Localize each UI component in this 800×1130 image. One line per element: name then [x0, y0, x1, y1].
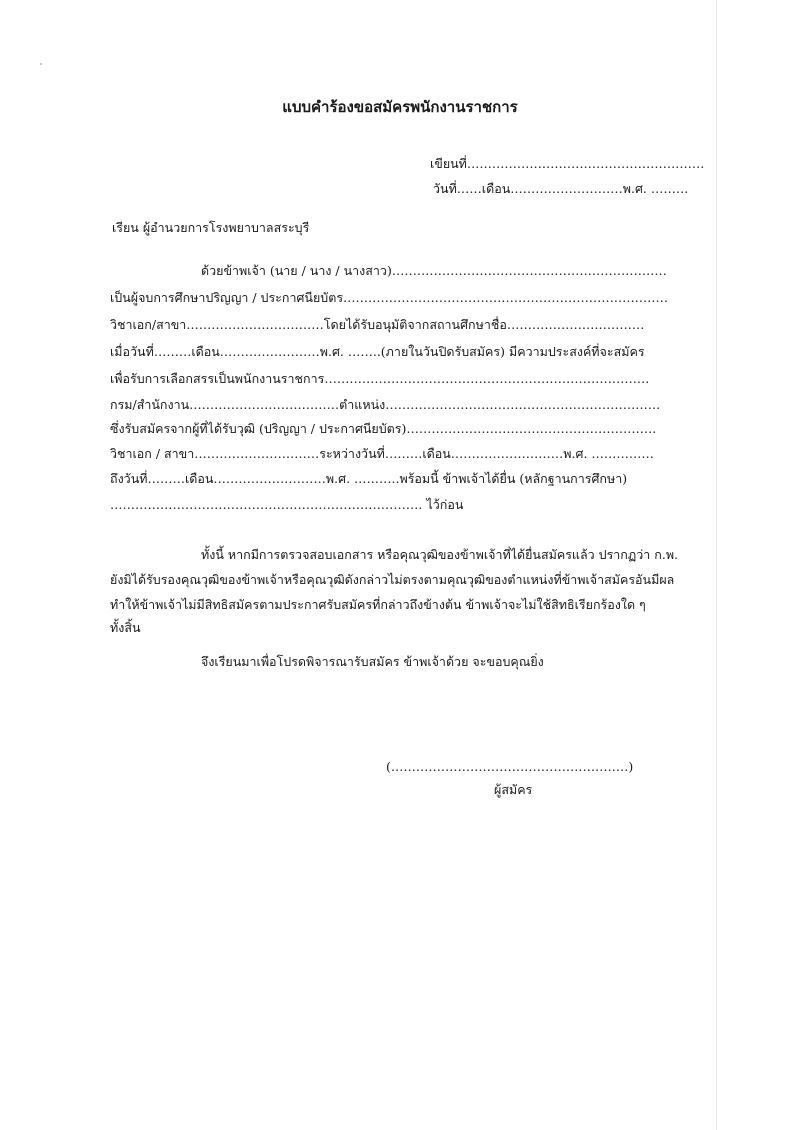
- body-line-department: กรม/สำนักงาน………………………………ตำแหน่ง…………………………………………………………: [110, 397, 661, 412]
- salutation: เรียน ผู้อำนวยการโรงพยาบาลสระบุรี: [112, 220, 310, 235]
- body-line-selection: เพื่อรับการเลือกสรรเป็นพนักงานราชการ……………………………………………………………………: [110, 371, 650, 386]
- paragraph2-line-3: ทำให้ข้าพเจ้าไม่มีสิทธิสมัครตามประกาศรับสมัครที่กล่าวถึงข้างต้น ข้าพเจ้าจะไม่ใช้สิทธิเรียกร้องใด ๆ: [110, 597, 646, 612]
- date-field: วันที่……เดือน………………………พ.ศ. ………: [433, 181, 689, 196]
- body-line-major: วิชาเอก/สาขา……………………………โดยได้รับอนุมัติจากสถานศึกษาชื่อ……………………………: [110, 317, 645, 332]
- closing-line: จึงเรียนมาเพื่อโปรดพิจารณารับสมัคร ข้าพเจ้าด้วย จะขอบคุณยิ่ง: [201, 654, 544, 669]
- body-line-degree: เป็นผู้จบการศึกษาปริญญา / ประกาศนียบัตร……………………………………………………………………: [110, 290, 669, 305]
- paragraph2-line-2: ยังมิได้รับรองคุณวุฒิของข้าพเจ้าหรือคุณวุฒิดังกล่าวไม่ตรงตามคุณวุฒิของตำแหน่งที่ข้าพเจ้าสมัครอันมีผล: [110, 572, 675, 587]
- paragraph2-line-4: ทั้งสิ้น: [110, 620, 141, 635]
- body-line-date: เมื่อวันที่………เดือน……………………พ.ศ. ……..(ภายในวันปิดรับสมัคร) มีความประสงค์ที่จะสมัคร: [110, 344, 645, 359]
- scan-edge-line: [716, 0, 717, 1130]
- body-line-name: ด้วยข้าพเจ้า (นาย / นาง / นางสาว)…………………………………………………………: [201, 263, 667, 278]
- scan-speck: [40, 63, 42, 65]
- body-line-qualification: ซึ่งรับสมัครจากผู้ที่ได้รับวุฒิ (ปริญญา / ประกาศนียบัตร)……………………………………………………: [110, 421, 657, 436]
- body-line-period-start: วิชาเอก / สาขา…………………………ระหว่างวันที่………เดือน………………………พ.ศ. ……………: [110, 446, 654, 461]
- body-line-attached: ………………………………………………………………… ไว้ก่อน: [110, 497, 464, 512]
- form-title: แบบคำร้องขอสมัครพนักงานราชการ: [282, 98, 518, 116]
- written-at-field: เขียนที่…………………………………………………: [430, 156, 705, 171]
- paragraph2-line-1: ทั้งนี้ หากมีการตรวจสอบเอกสาร หรือคุณวุฒิของข้าพเจ้าที่ได้ยื่นสมัครแล้ว ปรากฏว่า ก.พ.: [201, 547, 679, 562]
- body-line-period-end: ถึงวันที่………เดือน………………………พ.ศ. ………..พร้อมนี้ ข้าพเจ้าได้ยื่น (หลักฐานการศึกษา): [110, 471, 628, 486]
- signature-line: (…………………………………………………): [386, 759, 634, 774]
- signature-label: ผู้สมัคร: [494, 782, 533, 797]
